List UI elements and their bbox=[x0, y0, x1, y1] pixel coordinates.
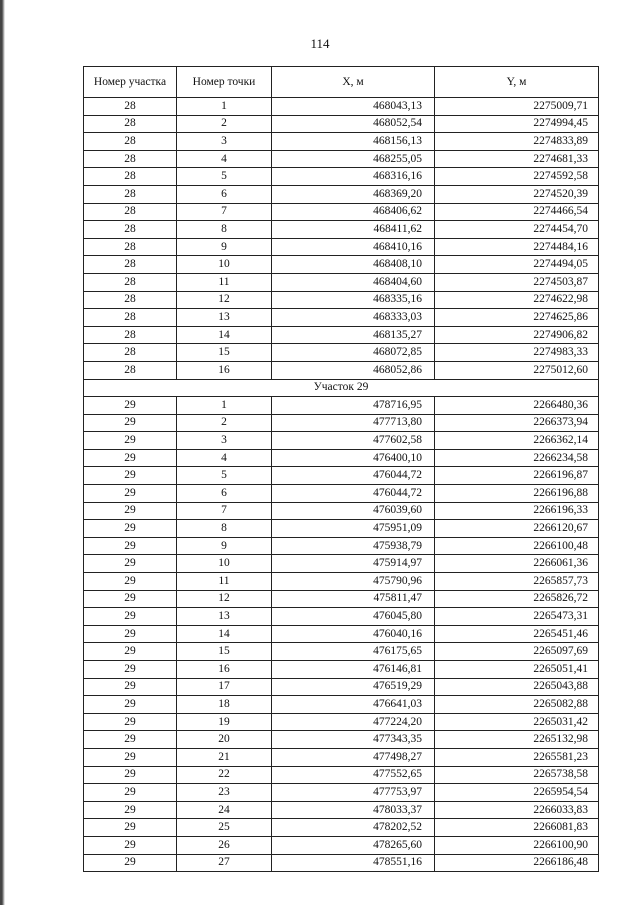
page-number: 114 bbox=[310, 36, 330, 51]
cell-x-coordinate: 468072,85 bbox=[272, 344, 435, 362]
cell-x-coordinate: 475951,09 bbox=[272, 520, 435, 538]
table-row bbox=[84, 414, 599, 432]
cell-plot-number: 29 bbox=[84, 608, 177, 626]
cell-x-coordinate: 468156,13 bbox=[272, 133, 435, 151]
table-row bbox=[84, 819, 599, 837]
cell-y-coordinate: 2274454,70 bbox=[435, 221, 599, 239]
cell-y-coordinate: 2266100,48 bbox=[435, 537, 599, 555]
cell-x-coordinate: 476044,72 bbox=[272, 467, 435, 485]
cell-plot-number: 29 bbox=[84, 537, 177, 555]
cell-x-coordinate: 478265,60 bbox=[272, 836, 435, 854]
cell-point-number: 7 bbox=[177, 203, 272, 221]
cell-point-number: 16 bbox=[177, 661, 272, 679]
coordinates-table bbox=[83, 66, 599, 872]
cell-y-coordinate: 2266120,67 bbox=[435, 520, 599, 538]
cell-point-number: 19 bbox=[177, 713, 272, 731]
section-row bbox=[84, 379, 599, 397]
cell-y-coordinate: 2265451,46 bbox=[435, 625, 599, 643]
table-row bbox=[84, 432, 599, 450]
cell-point-number: 8 bbox=[177, 221, 272, 239]
cell-y-coordinate: 2265826,72 bbox=[435, 590, 599, 608]
cell-y-coordinate: 2274994,45 bbox=[435, 115, 599, 133]
table-row bbox=[84, 854, 599, 872]
table-row bbox=[84, 590, 599, 608]
table-row bbox=[84, 748, 599, 766]
cell-x-coordinate: 468052,86 bbox=[272, 361, 435, 379]
cell-plot-number: 28 bbox=[84, 115, 177, 133]
table-row bbox=[84, 291, 599, 309]
header-point-number: Номер точки bbox=[177, 67, 272, 98]
cell-x-coordinate: 468255,05 bbox=[272, 150, 435, 168]
table-row bbox=[84, 485, 599, 503]
cell-x-coordinate: 468408,10 bbox=[272, 256, 435, 274]
cell-plot-number: 29 bbox=[84, 836, 177, 854]
cell-x-coordinate: 478716,95 bbox=[272, 397, 435, 415]
table-header bbox=[84, 67, 599, 98]
cell-plot-number: 28 bbox=[84, 291, 177, 309]
table-row bbox=[84, 256, 599, 274]
cell-plot-number: 28 bbox=[84, 273, 177, 291]
cell-point-number: 27 bbox=[177, 854, 272, 872]
table-row bbox=[84, 361, 599, 379]
cell-point-number: 5 bbox=[177, 168, 272, 186]
cell-x-coordinate: 476040,16 bbox=[272, 625, 435, 643]
table-row bbox=[84, 696, 599, 714]
table-row bbox=[84, 713, 599, 731]
cell-y-coordinate: 2265097,69 bbox=[435, 643, 599, 661]
table-row bbox=[84, 168, 599, 186]
cell-y-coordinate: 2274503,87 bbox=[435, 273, 599, 291]
table-row bbox=[84, 326, 599, 344]
cell-plot-number: 28 bbox=[84, 185, 177, 203]
cell-point-number: 12 bbox=[177, 590, 272, 608]
cell-y-coordinate: 2274622,98 bbox=[435, 291, 599, 309]
cell-y-coordinate: 2265473,31 bbox=[435, 608, 599, 626]
cell-plot-number: 28 bbox=[84, 168, 177, 186]
cell-y-coordinate: 2266362,14 bbox=[435, 432, 599, 450]
cell-point-number: 1 bbox=[177, 397, 272, 415]
cell-x-coordinate: 468404,60 bbox=[272, 273, 435, 291]
cell-y-coordinate: 2265051,41 bbox=[435, 661, 599, 679]
table-row bbox=[84, 344, 599, 362]
cell-y-coordinate: 2274592,58 bbox=[435, 168, 599, 186]
cell-y-coordinate: 2266100,90 bbox=[435, 836, 599, 854]
cell-plot-number: 29 bbox=[84, 713, 177, 731]
cell-point-number: 7 bbox=[177, 502, 272, 520]
table-row bbox=[84, 520, 599, 538]
cell-y-coordinate: 2274484,16 bbox=[435, 238, 599, 256]
table-row bbox=[84, 98, 599, 116]
cell-y-coordinate: 2265082,88 bbox=[435, 696, 599, 714]
cell-y-coordinate: 2265581,23 bbox=[435, 748, 599, 766]
cell-y-coordinate: 2266234,58 bbox=[435, 449, 599, 467]
cell-point-number: 26 bbox=[177, 836, 272, 854]
cell-y-coordinate: 2266186,48 bbox=[435, 854, 599, 872]
cell-plot-number: 29 bbox=[84, 766, 177, 784]
cell-point-number: 6 bbox=[177, 185, 272, 203]
cell-y-coordinate: 2265738,58 bbox=[435, 766, 599, 784]
cell-plot-number: 28 bbox=[84, 133, 177, 151]
cell-point-number: 15 bbox=[177, 643, 272, 661]
table-row bbox=[84, 273, 599, 291]
table-row bbox=[84, 449, 599, 467]
cell-x-coordinate: 468052,54 bbox=[272, 115, 435, 133]
cell-point-number: 10 bbox=[177, 256, 272, 274]
cell-point-number: 18 bbox=[177, 696, 272, 714]
section-title: Участок 29 bbox=[84, 379, 599, 397]
table-row bbox=[84, 397, 599, 415]
cell-y-coordinate: 2266081,83 bbox=[435, 819, 599, 837]
cell-x-coordinate: 477753,97 bbox=[272, 784, 435, 802]
cell-x-coordinate: 475811,47 bbox=[272, 590, 435, 608]
cell-x-coordinate: 476146,81 bbox=[272, 661, 435, 679]
cell-plot-number: 28 bbox=[84, 256, 177, 274]
cell-plot-number: 28 bbox=[84, 203, 177, 221]
cell-y-coordinate: 2274681,33 bbox=[435, 150, 599, 168]
cell-plot-number: 29 bbox=[84, 819, 177, 837]
cell-plot-number: 29 bbox=[84, 696, 177, 714]
cell-x-coordinate: 468410,16 bbox=[272, 238, 435, 256]
cell-plot-number: 29 bbox=[84, 555, 177, 573]
cell-plot-number: 28 bbox=[84, 361, 177, 379]
cell-x-coordinate: 476519,29 bbox=[272, 678, 435, 696]
cell-plot-number: 29 bbox=[84, 643, 177, 661]
cell-point-number: 4 bbox=[177, 449, 272, 467]
cell-point-number: 14 bbox=[177, 326, 272, 344]
cell-point-number: 4 bbox=[177, 150, 272, 168]
table-row bbox=[84, 784, 599, 802]
cell-y-coordinate: 2274983,33 bbox=[435, 344, 599, 362]
table-row bbox=[84, 150, 599, 168]
cell-x-coordinate: 477713,80 bbox=[272, 414, 435, 432]
cell-plot-number: 29 bbox=[84, 397, 177, 415]
cell-plot-number: 29 bbox=[84, 678, 177, 696]
cell-x-coordinate: 478551,16 bbox=[272, 854, 435, 872]
cell-x-coordinate: 477343,35 bbox=[272, 731, 435, 749]
table-row bbox=[84, 801, 599, 819]
cell-plot-number: 29 bbox=[84, 748, 177, 766]
cell-y-coordinate: 2266196,88 bbox=[435, 485, 599, 503]
table-body bbox=[84, 98, 599, 872]
cell-x-coordinate: 468406,62 bbox=[272, 203, 435, 221]
cell-x-coordinate: 478033,37 bbox=[272, 801, 435, 819]
cell-y-coordinate: 2265043,88 bbox=[435, 678, 599, 696]
cell-point-number: 16 bbox=[177, 361, 272, 379]
table-row bbox=[84, 467, 599, 485]
cell-y-coordinate: 2266061,36 bbox=[435, 555, 599, 573]
cell-x-coordinate: 475790,96 bbox=[272, 573, 435, 591]
cell-x-coordinate: 477224,20 bbox=[272, 713, 435, 731]
cell-plot-number: 29 bbox=[84, 590, 177, 608]
cell-y-coordinate: 2265132,98 bbox=[435, 731, 599, 749]
cell-point-number: 15 bbox=[177, 344, 272, 362]
cell-x-coordinate: 476045,80 bbox=[272, 608, 435, 626]
cell-plot-number: 29 bbox=[84, 432, 177, 450]
table-row bbox=[84, 133, 599, 151]
cell-plot-number: 28 bbox=[84, 309, 177, 327]
table-row bbox=[84, 661, 599, 679]
cell-plot-number: 29 bbox=[84, 414, 177, 432]
cell-point-number: 2 bbox=[177, 115, 272, 133]
header-plot-number: Номер участка bbox=[84, 67, 177, 98]
cell-x-coordinate: 477498,27 bbox=[272, 748, 435, 766]
cell-point-number: 5 bbox=[177, 467, 272, 485]
cell-x-coordinate: 476641,03 bbox=[272, 696, 435, 714]
cell-point-number: 24 bbox=[177, 801, 272, 819]
table-header-row bbox=[84, 67, 599, 98]
cell-x-coordinate: 475938,79 bbox=[272, 537, 435, 555]
cell-point-number: 3 bbox=[177, 133, 272, 151]
cell-plot-number: 29 bbox=[84, 467, 177, 485]
cell-x-coordinate: 478202,52 bbox=[272, 819, 435, 837]
cell-point-number: 9 bbox=[177, 238, 272, 256]
cell-x-coordinate: 468335,16 bbox=[272, 291, 435, 309]
cell-plot-number: 29 bbox=[84, 801, 177, 819]
cell-point-number: 14 bbox=[177, 625, 272, 643]
cell-x-coordinate: 477602,58 bbox=[272, 432, 435, 450]
cell-x-coordinate: 468369,20 bbox=[272, 185, 435, 203]
cell-plot-number: 29 bbox=[84, 485, 177, 503]
table-row bbox=[84, 625, 599, 643]
cell-point-number: 9 bbox=[177, 537, 272, 555]
table-row bbox=[84, 643, 599, 661]
cell-point-number: 2 bbox=[177, 414, 272, 432]
cell-point-number: 3 bbox=[177, 432, 272, 450]
cell-plot-number: 29 bbox=[84, 854, 177, 872]
scan-edge-shadow bbox=[0, 0, 5, 905]
table-row bbox=[84, 608, 599, 626]
cell-y-coordinate: 2265031,42 bbox=[435, 713, 599, 731]
table-row bbox=[84, 238, 599, 256]
cell-point-number: 20 bbox=[177, 731, 272, 749]
cell-point-number: 22 bbox=[177, 766, 272, 784]
cell-plot-number: 28 bbox=[84, 150, 177, 168]
cell-plot-number: 28 bbox=[84, 344, 177, 362]
cell-y-coordinate: 2274906,82 bbox=[435, 326, 599, 344]
cell-point-number: 17 bbox=[177, 678, 272, 696]
cell-y-coordinate: 2274494,05 bbox=[435, 256, 599, 274]
cell-x-coordinate: 468333,03 bbox=[272, 309, 435, 327]
cell-point-number: 11 bbox=[177, 273, 272, 291]
cell-point-number: 13 bbox=[177, 309, 272, 327]
cell-point-number: 10 bbox=[177, 555, 272, 573]
table-row bbox=[84, 502, 599, 520]
cell-plot-number: 29 bbox=[84, 784, 177, 802]
cell-plot-number: 29 bbox=[84, 502, 177, 520]
header-x-coordinate: X, м bbox=[272, 67, 435, 98]
cell-point-number: 1 bbox=[177, 98, 272, 116]
cell-plot-number: 29 bbox=[84, 625, 177, 643]
cell-x-coordinate: 468316,16 bbox=[272, 168, 435, 186]
cell-y-coordinate: 2266196,87 bbox=[435, 467, 599, 485]
cell-plot-number: 29 bbox=[84, 573, 177, 591]
cell-y-coordinate: 2266480,36 bbox=[435, 397, 599, 415]
cell-point-number: 21 bbox=[177, 748, 272, 766]
table-row bbox=[84, 678, 599, 696]
cell-y-coordinate: 2266196,33 bbox=[435, 502, 599, 520]
cell-point-number: 13 bbox=[177, 608, 272, 626]
cell-y-coordinate: 2275012,60 bbox=[435, 361, 599, 379]
table-row bbox=[84, 309, 599, 327]
table-row bbox=[84, 115, 599, 133]
cell-point-number: 25 bbox=[177, 819, 272, 837]
cell-y-coordinate: 2265857,73 bbox=[435, 573, 599, 591]
cell-point-number: 8 bbox=[177, 520, 272, 538]
cell-plot-number: 29 bbox=[84, 449, 177, 467]
header-y-coordinate: Y, м bbox=[435, 67, 599, 98]
table-row bbox=[84, 555, 599, 573]
table-row bbox=[84, 766, 599, 784]
cell-point-number: 11 bbox=[177, 573, 272, 591]
cell-y-coordinate: 2275009,71 bbox=[435, 98, 599, 116]
cell-x-coordinate: 476039,60 bbox=[272, 502, 435, 520]
cell-y-coordinate: 2274833,89 bbox=[435, 133, 599, 151]
cell-plot-number: 29 bbox=[84, 731, 177, 749]
cell-plot-number: 28 bbox=[84, 238, 177, 256]
cell-x-coordinate: 468043,13 bbox=[272, 98, 435, 116]
table-row bbox=[84, 573, 599, 591]
cell-x-coordinate: 475914,97 bbox=[272, 555, 435, 573]
cell-y-coordinate: 2274625,86 bbox=[435, 309, 599, 327]
cell-point-number: 6 bbox=[177, 485, 272, 503]
table-row bbox=[84, 731, 599, 749]
cell-point-number: 23 bbox=[177, 784, 272, 802]
cell-y-coordinate: 2266033,83 bbox=[435, 801, 599, 819]
cell-x-coordinate: 476400,10 bbox=[272, 449, 435, 467]
cell-plot-number: 28 bbox=[84, 221, 177, 239]
cell-x-coordinate: 476175,65 bbox=[272, 643, 435, 661]
cell-plot-number: 28 bbox=[84, 98, 177, 116]
table-row bbox=[84, 537, 599, 555]
cell-x-coordinate: 477552,65 bbox=[272, 766, 435, 784]
cell-plot-number: 28 bbox=[84, 326, 177, 344]
table-row bbox=[84, 203, 599, 221]
table-row bbox=[84, 185, 599, 203]
cell-y-coordinate: 2266373,94 bbox=[435, 414, 599, 432]
cell-y-coordinate: 2274520,39 bbox=[435, 185, 599, 203]
cell-x-coordinate: 476044,72 bbox=[272, 485, 435, 503]
cell-x-coordinate: 468135,27 bbox=[272, 326, 435, 344]
cell-y-coordinate: 2274466,54 bbox=[435, 203, 599, 221]
cell-y-coordinate: 2265954,54 bbox=[435, 784, 599, 802]
table-row bbox=[84, 221, 599, 239]
cell-plot-number: 29 bbox=[84, 520, 177, 538]
table-row bbox=[84, 836, 599, 854]
cell-point-number: 12 bbox=[177, 291, 272, 309]
cell-plot-number: 29 bbox=[84, 661, 177, 679]
cell-x-coordinate: 468411,62 bbox=[272, 221, 435, 239]
